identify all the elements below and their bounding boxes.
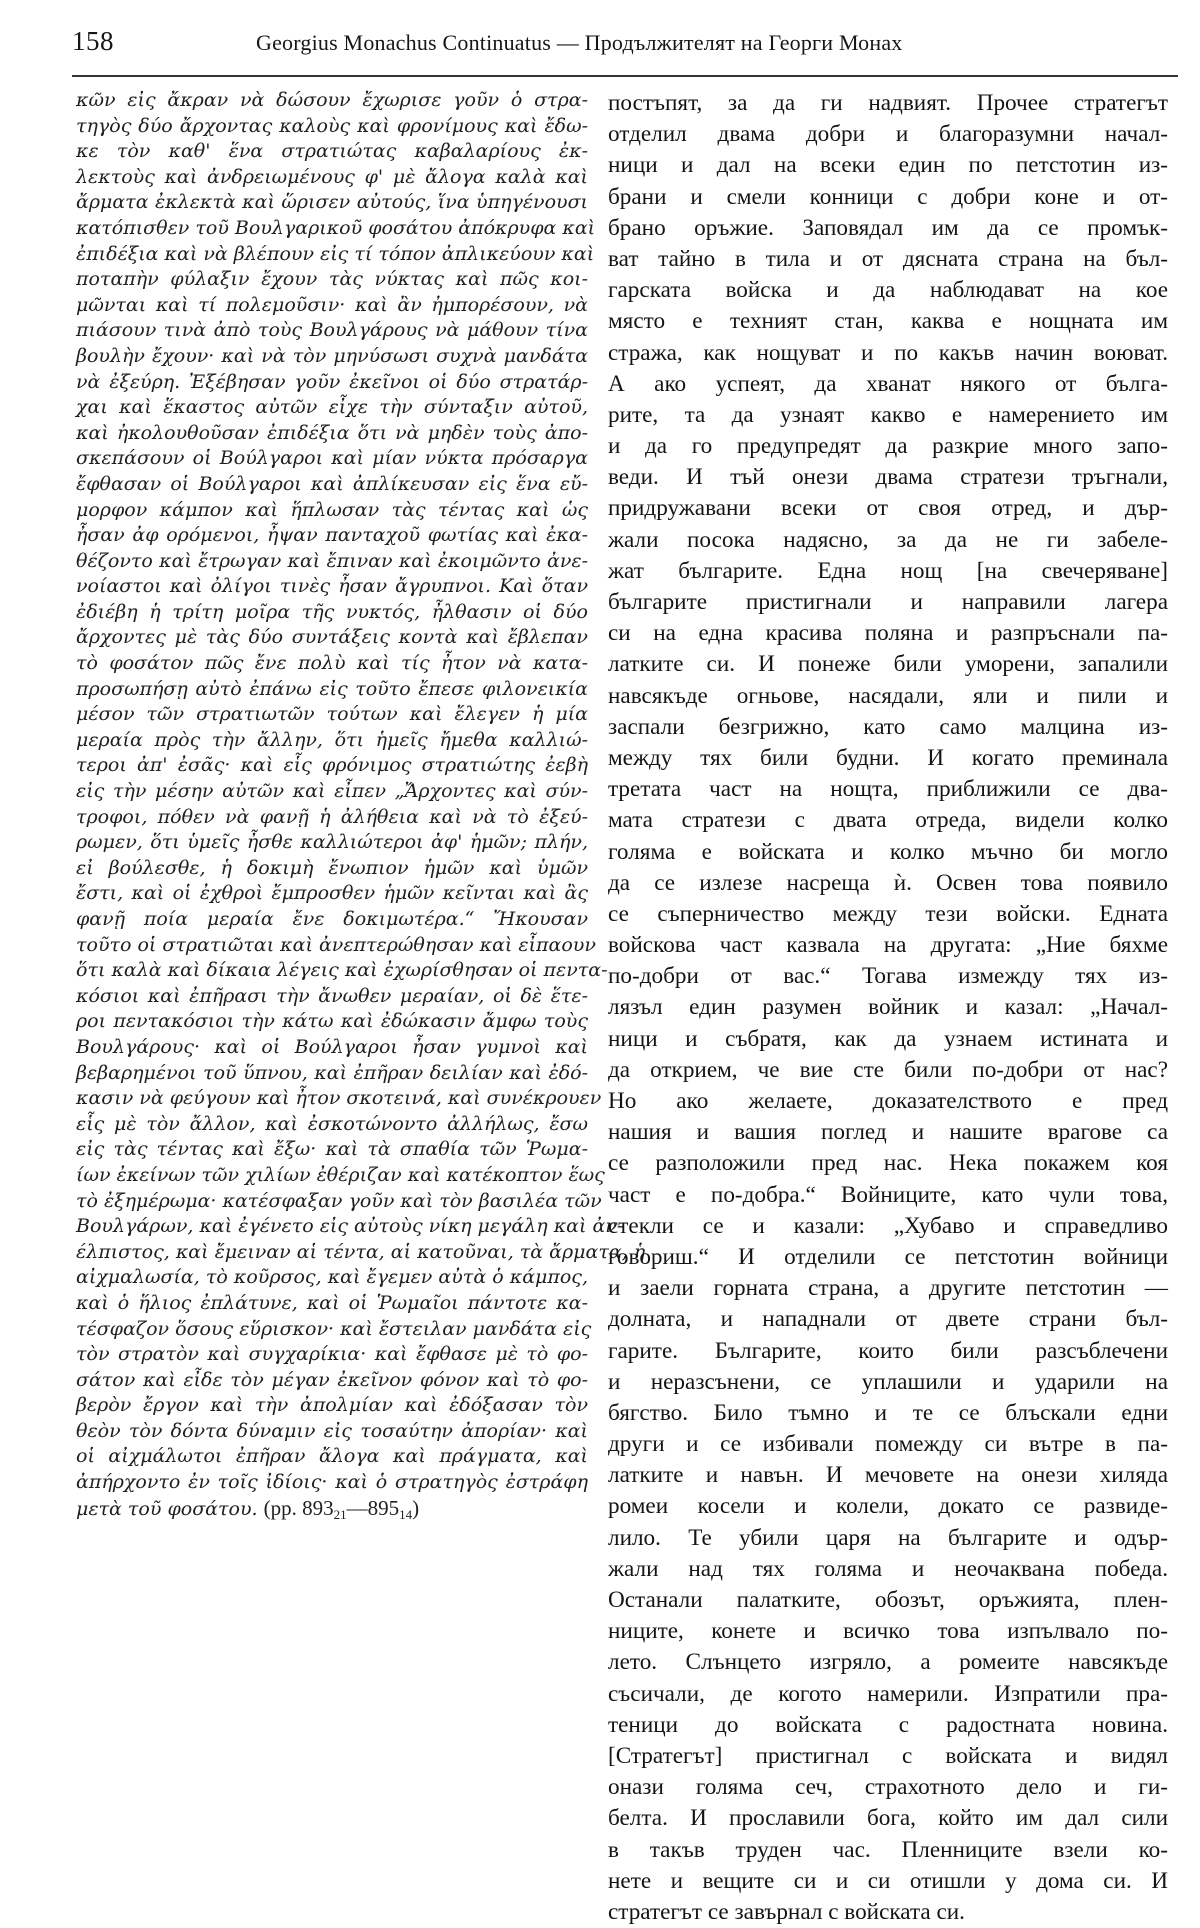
greek-text-line: μορφον κάμπον καὶ ἥπλωσαν τὰς τέντας καὶ ὡς (76, 498, 588, 521)
greek-text-line: νὰ ἐξεύρη. Ἐξέβησαν γοῦν ἐκεῖνοι οἱ δύο στρατάρ- (76, 370, 588, 393)
bulgarian-text-line: нете и вещите си и си отишли у дома си. И (608, 1867, 1168, 1894)
greek-text-line: ἄρματα ἐκλεκτὰ καὶ ὥρισεν αὐτούς, ἵνα ὑπηγένουσι (76, 191, 588, 214)
citation-middle: —895 (346, 1495, 400, 1520)
bulgarian-text-line: съсичали, де когото намерили. Изпратили пра- (608, 1680, 1168, 1707)
bulgarian-text-line: бягство. Било тъмно и те се блъскали едни (608, 1399, 1168, 1426)
greek-text-line: τεροι ἀπ' ἐσᾶς· καὶ εἷς φρόνιμος στρατιώτης ἐεβὴ (76, 754, 588, 777)
greek-text-line: τέσφαζον ὅσους εὕρισκον· καὶ ἔστειλαν μανδάτα εἰς (76, 1317, 592, 1340)
citation-subscript: 21 (333, 1506, 347, 1522)
greek-text-line: έλπιστος, καὶ ἔμειναν αἱ τέντα, αἱ κατοῦναι, τὰ ἄρματα, ἡ (76, 1240, 646, 1263)
bulgarian-text-line: [Стратегът] пристигнал с войската и видял (608, 1742, 1168, 1769)
citation-suffix: ) (412, 1495, 420, 1520)
bulgarian-text-line: част е по-добра.“ Войниците, като чули това, (608, 1181, 1168, 1208)
greek-text-line: βεβαρημένοι τοῦ ὕπνου, καὶ ἐπῆραν δειλίαν καὶ ἐδό- (76, 1061, 588, 1084)
bulgarian-text-line: жат българите. Една нощ [на свечеряване] (608, 557, 1168, 584)
greek-text-line: βερὸν ἔργον καὶ τὴν ἀπολμίαν καὶ ἐδόξασαν τὸν (76, 1394, 588, 1417)
greek-text-line: ίων ἐκείνων τῶν χιλίων ἐθέριζαν καὶ κατέκοπτον ἕως (76, 1163, 605, 1186)
bulgarian-text-line: рите, та да узнаят какво е намерението им (608, 401, 1168, 428)
bulgarian-text-line: войскова част казвала на другата: „Ние бяхме (608, 932, 1168, 959)
bulgarian-text-line: мата стратези с двата отреда, видели колко (608, 807, 1168, 834)
bulgarian-text-line: между тях били будни. И когато преминала (608, 744, 1168, 771)
bulgarian-text-line: белта. И прославили бога, който им дал сили (608, 1805, 1168, 1832)
bulgarian-text-line: долната, и нападнали от двете страни бъл- (608, 1306, 1168, 1333)
greek-text-line: αἰχμαλωσία, τὸ κοῦρσος, καὶ ἔγεμεν αὐτὰ ὁ κάμπος, (76, 1266, 588, 1289)
greek-text-line: τροφοι, πόθεν νὰ φανῇ ἡ ἀλήθεια καὶ νὰ τὸ ἐξεύ- (76, 805, 588, 828)
greek-text-line: θέζοντο καὶ ἔτρωγαν καὶ ἔπιναν καὶ ἐκοιμῶντο ἀνε- (76, 549, 588, 572)
bulgarian-text-line: жали над тях голяма и неочаквана победа. (608, 1555, 1168, 1582)
bulgarian-text-line: лето. Слънцето изгряло, а ромеите навсякъде (608, 1649, 1168, 1676)
bulgarian-text-line: говориш.“ И отделили се петстотин войници (608, 1243, 1168, 1270)
bulgarian-text-line: Останали палатките, обозът, оръжията, плен- (608, 1587, 1168, 1613)
greek-text-line: κατόπισθεν τοῦ Βουλγαρικοῦ φοσάτου ἀπόκρυφα καὶ (76, 216, 596, 239)
greek-text-line: ροι πεντακόσιοι τὴν κάτω καὶ ἐδώκασιν ἄμφω τοὺς (76, 1010, 588, 1033)
bulgarian-text-line: и неразсънени, се уплашили и ударили на (608, 1368, 1168, 1395)
page-header (72, 22, 1180, 62)
bulgarian-text-line: ници и събратя, как да узнаем истината и (608, 1025, 1168, 1052)
greek-text-line: βουλὴν ἔχουν· καὶ νὰ τὸν μηνύσωσι συχνὰ μανδάτα (76, 344, 588, 367)
greek-text-line: τὸν στρατὸν καὶ συγχαρίκια· καὶ ἔφθασε μὲ τὸ φο- (76, 1343, 588, 1366)
bulgarian-text-line: брани и смели конници с добри коне и от- (608, 183, 1168, 210)
greek-text-line: εἷς μὲ τὸν ἄλλον, καὶ ἐσκοτώνοντο ἀλλήλως, ἔσω (76, 1112, 588, 1135)
greek-text-line (76, 1496, 588, 1522)
greek-text-line: εἰς τὰς τέντας καὶ ἔξω· καὶ τὰ σπαθία τῶν Ῥωμα- (76, 1138, 588, 1161)
greek-text-line: θεὸν τὸν δόντα δύναμιν εἰς τοσαύτην ἀπορίαν· καὶ (76, 1419, 588, 1442)
bulgarian-text-line: теници до войската с радостната новина. (608, 1711, 1168, 1738)
bulgarian-text-line: се съперничество между тези войски. Едната (608, 900, 1168, 927)
header-rule (72, 75, 1178, 77)
page-citation (264, 1496, 420, 1520)
greek-text-line: σκεπάσουν οἱ Βούλγαροι καὶ μίαν νύκτα πρόσαργα (76, 447, 588, 470)
greek-text-line: προσωπήσῃ αὐτὸ ἐπάνω εἰς τοῦτο ἔπεσε φιλονεικία (76, 677, 588, 700)
bulgarian-text-line: в такъв труден час. Пленниците взели ко- (608, 1836, 1168, 1863)
greek-last-line-text: μετὰ τοῦ φοσάτου. (76, 1497, 258, 1520)
greek-text-line: ἄρχοντες μὲ τὰς δύο συντάξεις κοντὰ καὶ ἔβλεπαν (76, 626, 588, 649)
greek-text-line: ἔφθασαν οἱ Βούλγαροι καὶ ἀπλίκευσαν εἰς ἕνα εὔ- (76, 472, 588, 495)
greek-text-line: ἦσαν ἀφ ορόμενοι, ἦψαν πανταχοῦ φωτίας καὶ ἐκα- (76, 524, 588, 547)
page-number: 158 (72, 26, 114, 56)
greek-text-line: κῶν εἰς ἄκραν νὰ δώσουν ἔχωρισε γοῦν ὁ στρα- (76, 89, 588, 111)
greek-text-line: ρωμεν, ὅτι ὑμεῖς ἦσθε καλλιώτεροι ἀφ' ἡμῶν; πλήν, (76, 831, 588, 854)
bulgarian-text-line: стекли се и казали: „Хубаво и справедливо (608, 1212, 1168, 1239)
greek-text-line: τὸ ἐξημέρωμα· κατέσφαξαν γοῦν καὶ τὸν βασιλέα τῶν (76, 1189, 602, 1212)
citation-prefix: (pp. 893 (263, 1495, 334, 1520)
greek-text-line: ἐπιδέξια καὶ νὰ βλέπουν εἰς τί τόπον ἀπλικεύουν καὶ (76, 242, 595, 265)
greek-text-line: ποταπὴν φύλαξιν ἔχουν τὰς νύκτας καὶ πῶς κοι- (76, 268, 588, 291)
greek-text-line: φανῇ ποία μεραία ἔνε δοκιμωτέρα.“ Ἤκουσαν (76, 908, 588, 930)
greek-text-line: μῶνται καὶ τί πολεμοῦσιν· καὶ ἂν ἠμπορέσουν, νὰ (76, 293, 588, 316)
bulgarian-text-line: постъпят, за да ги надвият. Прочее стратегът (608, 90, 1168, 116)
greek-text-line: εἰ βούλεσθε, ἡ δοκιμὴ ἔνωπιον ἡμῶν καὶ ὑμῶν (76, 856, 588, 879)
greek-text-line: ὅτι καλὰ καὶ δίκαια λέγεις καὶ ἐχωρίσθησαν οἱ πεντα- (76, 959, 608, 982)
greek-text-line: σάτον καὶ εἶδε τὸν μέγαν ἐκεῖνον φόνον καὶ τὸ φο- (76, 1368, 588, 1391)
bulgarian-text-line: да се излезе насреща ѝ. Освен това появило (608, 869, 1168, 896)
bulgarian-text-line: отделил двама добри и благоразумни начал- (608, 121, 1168, 148)
bulgarian-text-line: лило. Те убили царя на българите и одър- (608, 1524, 1168, 1551)
bulgarian-text-line: придружавани всеки от своя отред, и дър- (608, 495, 1168, 522)
greek-text-line: κόσιοι καὶ ἐπῆρασι τὴν ἄνωθεν μεραίαν, οἱ δὲ ἕτε- (76, 984, 588, 1007)
greek-text-line: τοῦτο οἱ στρατιῶται καὶ ἀνεπτερώθησαν καὶ εἶπαουν (76, 933, 596, 956)
greek-text-line: καὶ ὁ ἥλιος ἐπλάτυνε, καὶ οἱ Ῥωμαῖοι πάντοτε κα- (76, 1291, 588, 1314)
greek-text-line: χαι καὶ ἕκαστος αὐτῶν εἶχε τὴν σύνταξιν αὐτοῦ, (76, 396, 588, 419)
greek-text-line: πιάσουν τινὰ ἀπὸ τοὺς Βουλγάρους νὰ μάθουν τίνα (76, 319, 588, 342)
bulgarian-text-line: стратегът се завърнал с войската си. (608, 1898, 965, 1925)
greek-text-line: λεκτοὺς καὶ ἀνδρειωμένους φ' μὲ ἄλογα καλὰ καὶ (76, 165, 588, 188)
bulgarian-text-line: жали посока надясно, за да не ги забеле- (608, 526, 1168, 553)
bulgarian-translation-column (608, 88, 1168, 1928)
bulgarian-text-line: и да го предупредят да разкрие много запо- (608, 433, 1168, 460)
greek-text-line: μέσον τῶν στρατιωτῶν τούτων καὶ ἔλεγεν ἡ μία (76, 703, 588, 726)
bulgarian-text-line: навсякъде огньове, насядали, яли и пили и (608, 682, 1168, 709)
bulgarian-text-line: веди. И тъй онези двама стратези тръгнали, (608, 464, 1168, 491)
bulgarian-text-line: онази голяма сеч, страхотното дело и ги- (608, 1774, 1168, 1801)
greek-text-line: τὸ φοσάτον πῶς ἔνε πολὺ καὶ τίς ἦτον νὰ κατα- (76, 652, 588, 675)
citation-subscript: 14 (399, 1506, 413, 1522)
bulgarian-text-line: латките си. И понеже били уморени, запалили (608, 651, 1168, 678)
running-head: Georgius Monachus Continuatus — Продължителят на Георги Монах (256, 30, 903, 55)
bulgarian-text-line: третата част на нощта, приближили се два- (608, 776, 1168, 803)
bulgarian-text-line: ници и дал на всеки един по петстотин из- (608, 152, 1168, 179)
bulgarian-text-line: гарите. Българите, които били разсъблечени (608, 1337, 1168, 1364)
bulgarian-text-line: лязъл един разумен войник и казал: „Начал- (608, 994, 1168, 1021)
greek-text-line: Βουλγάρων, καὶ ἐγένετο εἰς αὐτοὺς νίκη μεγάλη καὶ ἀν- (76, 1215, 624, 1238)
greek-text-line: καὶ ἠκολουθοῦσαν ἐπιδέξια ὅτι νὰ μηδὲν τοὺς ἀπο- (76, 421, 588, 444)
greek-text-line: ἀπήρχοντο ἐν τοῖς ἰδίοις· καὶ ὁ στρατηγὸς ἐστράφη (76, 1471, 588, 1494)
bulgarian-text-line: и заели горната страна, а другите петстотин — (608, 1275, 1168, 1302)
bulgarian-text-line: българите пристигнали и направили лагера (608, 589, 1168, 615)
bulgarian-text-line: голяма е войската и колко мъчно би могло (608, 838, 1168, 865)
bulgarian-text-line: гарската войска и да наблюдават на кое (608, 277, 1168, 304)
greek-text-line: ἐδιέβη ἡ τρίτη μοῖρα τῆς νυκτός, ἦλθασιν οἱ δύο (76, 600, 588, 623)
greek-text-line: κε τὸν καθ' ἕνα στρατιώτας καβαλαρίους ἐκ- (76, 140, 588, 163)
greek-text-line: τηγὸς δύο ἄρχοντας καλοὺς καὶ φρονίμους καὶ ἔδω- (76, 114, 588, 137)
bulgarian-text-line: ниците, конете и всичко това изпълвало по- (608, 1618, 1168, 1645)
bulgarian-text-line: нашия и вашия поглед и нашите врагове са (608, 1119, 1168, 1146)
greek-text-line: μεραία πρὸς τὴν ἄλλην, ὅτι ἡμεῖς ἤμεθα καλλιώ- (76, 728, 588, 751)
greek-text-column (76, 88, 646, 1522)
greek-text-line: Βουλγάρους· καὶ οἱ Βούλγαροι ἦσαν γυμνοὶ καὶ (76, 1035, 588, 1058)
greek-text-line: κασιν νὰ φεύγουν καὶ ἦτον σκοτεινά, καὶ συνέκρουεν (76, 1087, 602, 1110)
bulgarian-text-line: се разположили пред нас. Нека покажем коя (608, 1150, 1168, 1177)
greek-text-line: εἰς τὴν μέσην αὐτῶν καὶ εἶπεν „Ἄρχοντες καὶ σύν- (76, 780, 588, 803)
bulgarian-text-line: ромеи косели и колели, докато се развиде- (608, 1493, 1168, 1520)
bulgarian-text-line: Но ако желаете, доказателството е пред (608, 1088, 1168, 1114)
greek-text-line: νοίαστοι καὶ ὀλίγοι τινὲς ἦσαν ἄγρυπνοι. Καὶ ὅταν (76, 575, 588, 598)
bulgarian-text-line: ват тайно в тила и от дясната страна на бъл- (608, 245, 1168, 272)
greek-text-line: οἱ αἰχμάλωτοι ἐπῆραν ἄλογα καὶ πράγματα, καὶ (76, 1445, 588, 1468)
bulgarian-text-line: брано оръжие. Заповядал им да се промък- (608, 214, 1168, 241)
greek-text-line: ἔστι, καὶ οἱ ἐχθροὶ ἔμπροσθεν ἡμῶν κεῖνται καὶ ἂς (76, 882, 588, 905)
bulgarian-text-line: по-добри от вас.“ Тогава измежду тях из- (608, 963, 1168, 990)
bulgarian-text-line: място е техният стан, каква е нощната им (608, 308, 1168, 335)
bulgarian-text-line: стража, как нощуват и по какъв начин воюват. (608, 339, 1168, 366)
bulgarian-text-line: други и се избивали помежду си вътре в па- (608, 1431, 1168, 1458)
bulgarian-text-line: да открием, че вие сте били по-добри от нас? (608, 1056, 1168, 1083)
bulgarian-text-line: А ако успеят, да хванат някого от бълга- (608, 370, 1168, 397)
bulgarian-text-line: си на една красива поляна и разпръснали па- (608, 620, 1168, 647)
bulgarian-text-line: латките и навън. И мечовете на онези хиляда (608, 1462, 1168, 1489)
bulgarian-text-line: заспали безгрижно, като само малцина из- (608, 713, 1168, 740)
